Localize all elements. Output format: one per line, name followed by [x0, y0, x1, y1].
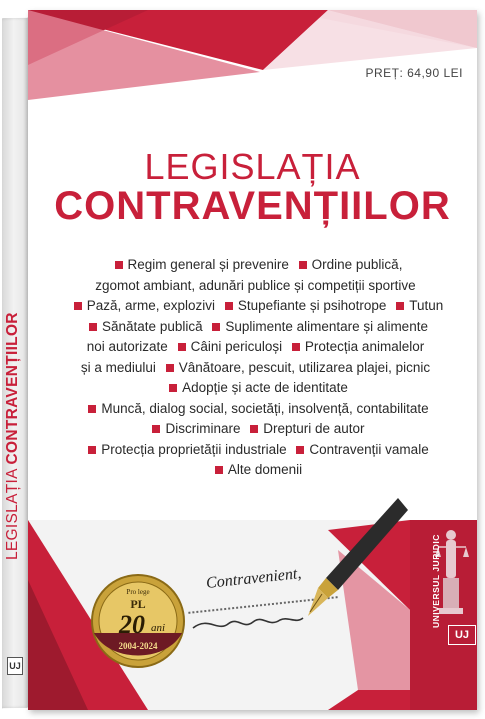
bullet-icon — [89, 323, 97, 331]
bullet-icon — [225, 302, 233, 310]
topic-line — [58, 460, 453, 481]
topic-line — [58, 337, 453, 358]
topic-item: Adopție și acte de identitate — [182, 380, 348, 395]
topic-item: Protecția proprietății industriale — [101, 441, 287, 457]
topic-line — [58, 317, 453, 338]
topic-line — [58, 399, 453, 420]
topic-line — [58, 276, 453, 297]
bullet-icon — [212, 323, 220, 331]
topic-item: Câini periculoși — [190, 339, 283, 354]
topic-item: Protecția animalelor — [304, 339, 425, 354]
bullet-icon — [299, 261, 307, 269]
topics-list — [58, 255, 453, 481]
topic-item: Regim general și prevenire — [127, 257, 289, 272]
bullet-icon — [250, 425, 258, 433]
topic-item: Ordine publică, — [311, 257, 403, 272]
bullet-icon — [88, 446, 96, 454]
topic-item: Discriminare — [165, 421, 241, 436]
bullet-icon — [169, 384, 177, 392]
bullet-icon — [115, 261, 123, 269]
topic-item: Pază, arme, explozivi — [86, 298, 216, 313]
price-label: PREȚ: 64,90 LEI — [365, 66, 463, 80]
topic-item: noi autorizate — [86, 339, 168, 354]
spine-publisher-logo: UJ — [7, 657, 23, 675]
topic-line — [58, 296, 453, 317]
topic-line — [58, 378, 453, 399]
bullet-icon — [166, 364, 174, 372]
topic-line — [58, 358, 453, 379]
bullet-icon — [88, 405, 96, 413]
publisher-logo: UJ — [448, 625, 476, 645]
badge-number: 20 — [119, 610, 145, 639]
bullet-icon — [215, 466, 223, 474]
book-cover — [28, 10, 477, 710]
title-line-1: LEGISLAȚIA — [144, 146, 361, 187]
anniversary-badge — [90, 563, 210, 683]
topic-line — [58, 255, 453, 276]
title-line-2: CONTRAVENȚIILOR — [54, 184, 451, 228]
bullet-icon — [292, 343, 300, 351]
badge-mark: PL — [130, 597, 146, 611]
spine-title-bold: CONTRAVENȚIILOR — [4, 312, 21, 465]
bullet-icon — [296, 446, 304, 454]
topic-item: Alte domenii — [227, 462, 303, 477]
badge-suffix: ani — [150, 622, 166, 634]
topic-item: zgomot ambiant, adunări publice și competiții sportive — [95, 277, 416, 293]
topic-item: Stupefiante și psihotrope — [237, 298, 387, 313]
topic-item: Drepturi de autor — [263, 421, 365, 436]
topic-line — [58, 440, 453, 461]
topic-item: Contravenții vamale — [309, 441, 429, 457]
topic-line — [58, 419, 453, 440]
bullet-icon — [152, 425, 160, 433]
bullet-icon — [396, 302, 404, 310]
topic-item: Tutun — [409, 298, 444, 313]
bullet-icon — [178, 343, 186, 351]
badge-top-text: Pro lege — [126, 588, 150, 596]
topic-item: Suplimente alimentare și alimente — [225, 318, 428, 334]
topic-item: Muncă, dialog social, societăți, insolvență, contabilitate — [101, 400, 429, 416]
spine-title — [4, 312, 22, 560]
bullet-icon — [74, 302, 82, 310]
spine-title-light: LEGISLAȚIA — [4, 464, 21, 560]
fountain-pen-icon — [298, 498, 408, 618]
signature-label: Contravenient, — [205, 565, 303, 592]
publisher-name: UNIVERSUL JURIDIC — [431, 534, 441, 628]
topic-item: Sănătate publică — [102, 318, 203, 334]
topic-item: și a mediului — [80, 359, 156, 375]
topic-item: Vânătoare, pescuit, utilizarea plajei, picnic — [178, 359, 431, 375]
badge-years: 2004-2024 — [118, 641, 158, 651]
